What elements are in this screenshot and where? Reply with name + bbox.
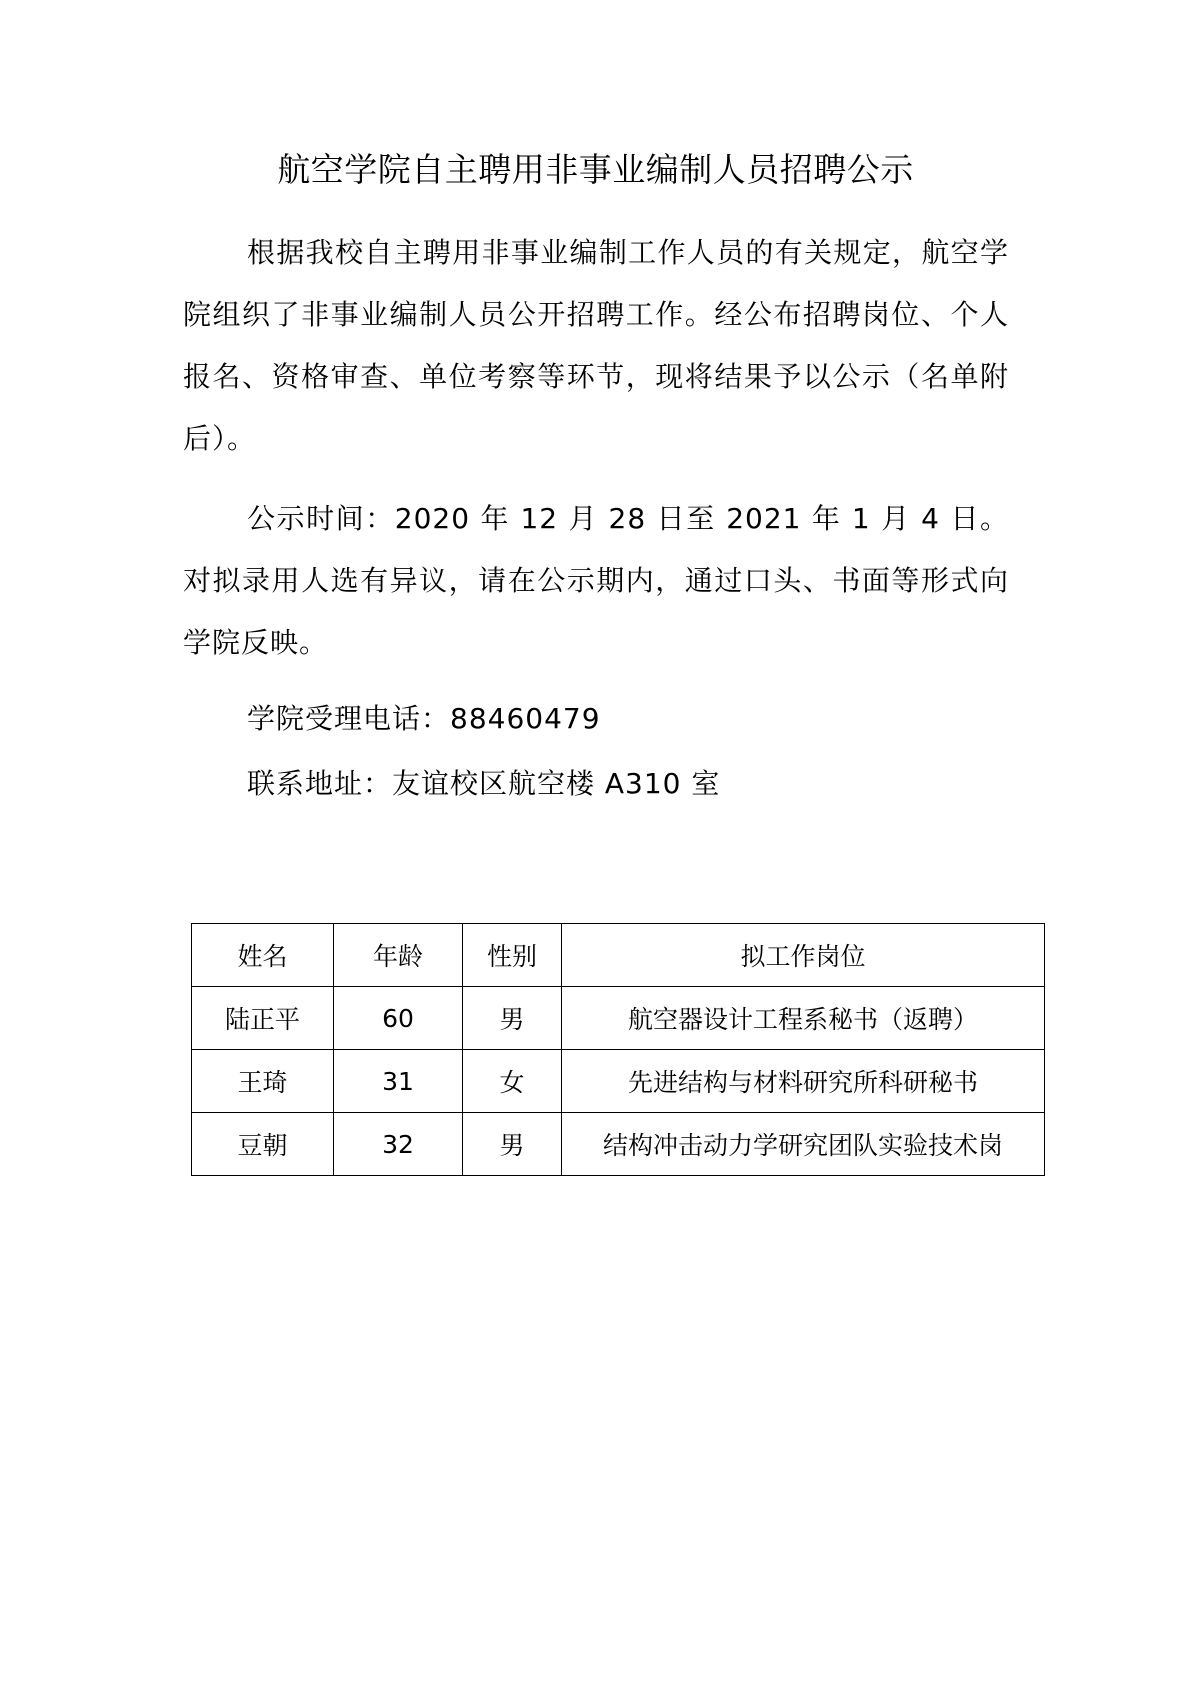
contact-address-line: 联系地址：友谊校区航空楼 A310 室 xyxy=(247,767,721,800)
cell-name: 王琦 xyxy=(192,1050,334,1113)
notice-paragraph: 根据我校自主聘用非事业编制工作人员的有关规定，航空学院组织了非事业编制人员公开招聘工作。经公布招聘岗位、个人报名、资格审查、单位考察等环节，现将结果予以公示（名单附后）。 xyxy=(183,236,1009,455)
cell-post: 先进结构与材料研究所科研秘书 xyxy=(562,1050,1045,1113)
cell-name: 陆正平 xyxy=(192,987,334,1050)
header-gender: 性别 xyxy=(463,924,562,987)
cell-gender: 男 xyxy=(463,987,562,1050)
table-row xyxy=(192,987,1045,1050)
publicity-period-paragraph: 公示时间：2020 年 12 月 28 日至 2021 年 1 月 4 日。对拟录用人选有异议，请在公示期内，通过口头、书面等形式向学院反映。 xyxy=(183,502,1009,659)
cell-post: 结构冲击动力学研究团队实验技术岗 xyxy=(562,1113,1045,1176)
candidate-table xyxy=(191,923,1045,1176)
table-row xyxy=(192,1050,1045,1113)
header-post: 拟工作岗位 xyxy=(562,924,1045,987)
header-age: 年龄 xyxy=(334,924,463,987)
cell-age: 32 xyxy=(334,1113,463,1176)
cell-age: 31 xyxy=(334,1050,463,1113)
cell-gender: 男 xyxy=(463,1113,562,1176)
cell-name: 豆朝 xyxy=(192,1113,334,1176)
cell-post: 航空器设计工程系秘书（返聘） xyxy=(562,987,1045,1050)
table-row xyxy=(192,1113,1045,1176)
page-title: 航空学院自主聘用非事业编制人员招聘公示 xyxy=(277,150,914,189)
cell-gender: 女 xyxy=(463,1050,562,1113)
table-header-row xyxy=(192,924,1045,987)
contact-phone-line: 学院受理电话：88460479 xyxy=(247,702,601,735)
header-name: 姓名 xyxy=(192,924,334,987)
cell-age: 60 xyxy=(334,987,463,1050)
